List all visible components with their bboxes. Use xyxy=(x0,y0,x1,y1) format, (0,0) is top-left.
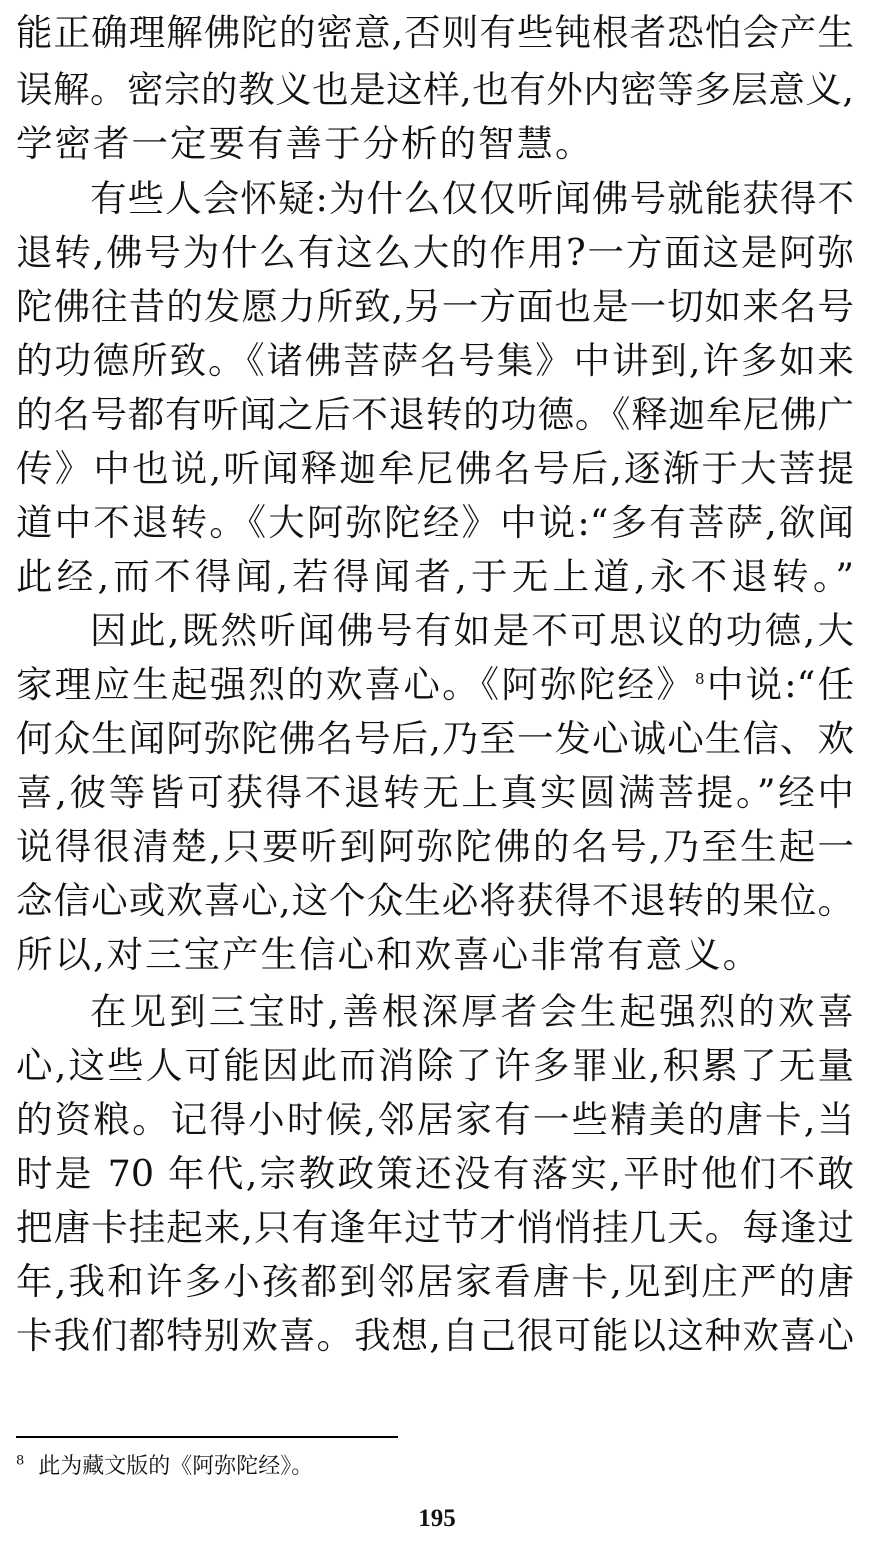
body-line: 卡我们都特别欢喜。我想,自己很可能以这种欢喜心 xyxy=(16,1314,854,1357)
body-line: 道中不退转。《大阿弥陀经》中说:“多有菩萨,欲闻 xyxy=(16,501,854,544)
body-line: 学密者一定要有善于分析的智慧。 xyxy=(16,122,594,165)
body-line: 时是 70 年代,宗教政策还没有落实,平时他们不敢 xyxy=(16,1152,854,1195)
footnote-ref[interactable]: 8 xyxy=(695,669,705,688)
body-line-with-footnote-ref xyxy=(16,658,854,712)
body-line: 的名号都有听闻之后不退转的功德。《释迦牟尼佛广 xyxy=(16,393,854,436)
body-line: 的功德所致。《诸佛菩萨名号集》中讲到,许多如来 xyxy=(16,339,854,382)
body-text: 家理应生起强烈的欢喜心。《阿弥陀经》 xyxy=(16,663,696,706)
footnote-separator xyxy=(16,1436,398,1438)
page-number: 195 xyxy=(418,1505,456,1532)
paragraph-first-line: 因此,既然听闻佛号有如是不可思议的功德,大 xyxy=(90,609,854,652)
body-line: 误解。密宗的教义也是这样,也有外内密等多层意义, xyxy=(16,68,854,111)
body-text: 中说:“任 xyxy=(704,663,855,706)
body-line: 所以,对三宝产生信心和欢喜心非常有意义。 xyxy=(16,933,762,976)
paragraph-first-line: 有些人会怀疑:为什么仅仅听闻佛号就能获得不 xyxy=(90,177,854,220)
body-line: 何众生闻阿弥陀佛名号后,乃至一发心诚心生信、欢 xyxy=(16,717,854,760)
body-line: 念信心或欢喜心,这个众生必将获得不退转的果位。 xyxy=(16,879,854,922)
paragraph-first-line: 在见到三宝时,善根深厚者会生起强烈的欢喜 xyxy=(90,990,854,1033)
body-line: 喜,彼等皆可获得不退转无上真实圆满菩提。”经中 xyxy=(16,771,854,814)
footnote xyxy=(16,1452,313,1482)
body-line: 传》中也说,听闻释迦牟尼佛名号后,逐渐于大菩提 xyxy=(16,447,854,490)
body-line: 陀佛往昔的发愿力所致,另一方面也是一切如来名号 xyxy=(16,285,854,328)
body-line: 年,我和许多小孩都到邻居家看唐卡,见到庄严的唐 xyxy=(16,1260,854,1303)
body-line: 此经,而不得闻,若得闻者,于无上道,永不退转。” xyxy=(16,555,854,598)
footnote-text: 此为藏文版的《阿弥陀经》。 xyxy=(38,1454,314,1479)
body-line: 说得很清楚,只要听到阿弥陀佛的名号,乃至生起一 xyxy=(16,825,854,868)
body-line: 心,这些人可能因此而消除了许多罪业,积累了无量 xyxy=(16,1044,854,1087)
body-line: 退转,佛号为什么有这么大的作用?一方面这是阿弥 xyxy=(16,231,854,274)
body-line: 把唐卡挂起来,只有逢年过节才悄悄挂几天。每逢过 xyxy=(16,1206,854,1249)
footnote-marker: 8 xyxy=(16,1453,25,1469)
body-line: 的资粮。记得小时候,邻居家有一些精美的唐卡,当 xyxy=(16,1098,854,1141)
body-line: 能正确理解佛陀的密意,否则有些钝根者恐怕会产生 xyxy=(16,11,854,54)
